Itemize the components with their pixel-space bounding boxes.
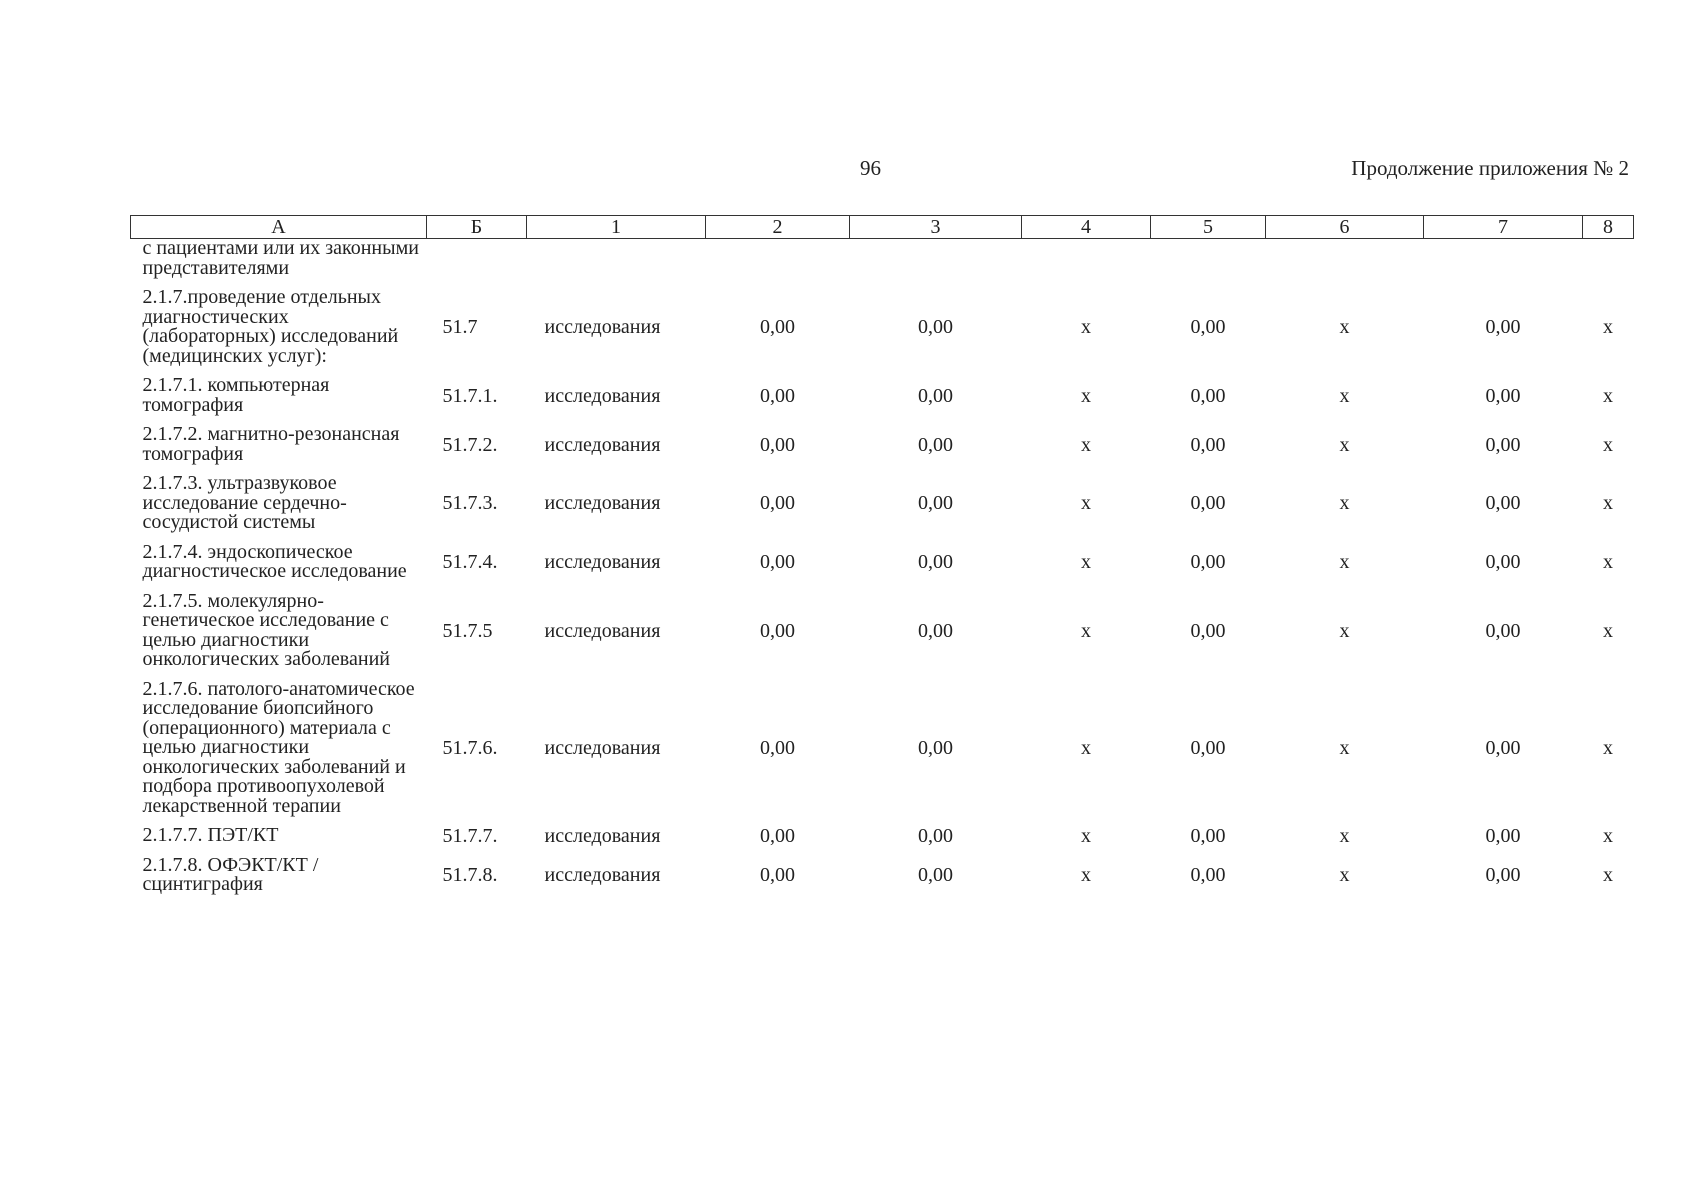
row-col6: х (1339, 492, 1350, 515)
data-table (130, 215, 1634, 900)
row-col3: 0,00 (918, 619, 953, 642)
row-unit (527, 239, 706, 284)
row-col4: х (1081, 736, 1091, 759)
table-row (131, 675, 1634, 822)
row-col7: 0,00 (1485, 824, 1521, 847)
row-col4: х (1081, 492, 1091, 515)
row-code: 51.7.7. (442, 824, 498, 847)
row-unit: исследования (544, 384, 661, 407)
table-body (131, 239, 1634, 900)
row-col3: 0,00 (918, 551, 953, 573)
column-header: 2 (706, 216, 850, 239)
row-col5: 0,00 (1190, 316, 1226, 338)
row-unit: исследования (544, 492, 661, 515)
column-header: 5 (1151, 216, 1266, 239)
row-unit: исследования (544, 619, 661, 642)
row-col2: 0,00 (760, 551, 795, 573)
row-col5: 0,00 (1190, 864, 1226, 886)
row-col8: х (1603, 864, 1613, 886)
row-col3: 0,00 (918, 736, 953, 759)
table-row (131, 371, 1634, 420)
row-name: 2.1.7.5. молекулярно-генетическое исследование с целью диагностики онкологических заболеваний (142, 589, 390, 670)
row-col2: 0,00 (760, 492, 795, 515)
row-col3: 0,00 (918, 824, 953, 847)
row-col2: 0,00 (760, 824, 795, 847)
row-col2: 0,00 (760, 864, 795, 886)
row-col6 (1266, 239, 1424, 284)
row-code: 51.7.3. (442, 492, 498, 515)
row-unit: исследования (544, 433, 661, 456)
row-col5: 0,00 (1190, 619, 1226, 642)
row-col2: 0,00 (760, 384, 795, 407)
row-col5 (1151, 239, 1266, 284)
row-name: 2.1.7.4. эндоскопическое диагностическое исследование (142, 540, 407, 582)
page-number: 96 (860, 156, 881, 180)
row-code: 51.7 (442, 316, 478, 338)
row-code: 51.7.6. (442, 736, 498, 759)
row-col7 (1424, 239, 1583, 284)
row-col8: х (1603, 551, 1613, 573)
row-col3: 0,00 (918, 384, 953, 407)
row-unit: исследования (544, 736, 661, 759)
row-col6: х (1339, 619, 1350, 642)
row-col2: 0,00 (760, 316, 795, 338)
row-name: 2.1.7.8. ОФЭКТ/КТ /сцинтиграфия (142, 853, 319, 895)
row-col8 (1583, 239, 1634, 284)
table-row (131, 821, 1634, 851)
table-header (131, 216, 1634, 239)
row-col4 (1022, 239, 1151, 284)
row-col5: 0,00 (1190, 551, 1226, 573)
row-unit: исследования (544, 316, 661, 338)
row-col7: 0,00 (1485, 384, 1521, 407)
row-col3: 0,00 (918, 864, 953, 886)
column-header: 1 (527, 216, 706, 239)
row-col8: х (1603, 736, 1613, 759)
row-col3: 0,00 (918, 316, 953, 338)
row-col5: 0,00 (1190, 433, 1226, 456)
row-col7: 0,00 (1485, 619, 1521, 642)
row-col5: 0,00 (1190, 824, 1226, 847)
row-col6: х (1339, 433, 1350, 456)
row-col2: 0,00 (760, 433, 795, 456)
row-name: 2.1.7.3. ультразвуковое исследование сердечно-сосудистой системы (142, 472, 347, 533)
row-code: 51.7.5 (442, 619, 493, 642)
row-col3 (850, 239, 1022, 284)
row-col6: х (1339, 864, 1350, 886)
column-header: 4 (1022, 216, 1151, 239)
table-row (131, 283, 1634, 371)
row-name: 2.1.7.2. магнитно-резонансная томография (142, 423, 400, 465)
row-col6: х (1339, 824, 1350, 847)
row-name: 2.1.7.проведение отдельных диагностических (лабораторных) исследований (медицинских услуг): (142, 286, 399, 367)
table-row (131, 239, 1634, 284)
table-row (131, 469, 1634, 538)
row-col5: 0,00 (1190, 384, 1226, 407)
row-name: 2.1.7.1. компьютерная томография (142, 374, 330, 416)
row-col4: х (1081, 551, 1091, 573)
row-col5: 0,00 (1190, 736, 1226, 759)
table-row (131, 420, 1634, 469)
row-col7: 0,00 (1485, 316, 1521, 338)
row-code: 51.7.8. (442, 864, 498, 886)
row-unit: исследования (544, 551, 661, 573)
row-col8: х (1603, 384, 1613, 407)
row-col6: х (1339, 736, 1350, 759)
row-col4: х (1081, 384, 1091, 407)
row-col8: х (1603, 316, 1613, 338)
row-code: 51.7.1. (442, 384, 498, 407)
row-unit: исследования (544, 824, 661, 847)
row-col8: х (1603, 824, 1613, 847)
row-unit: исследования (544, 864, 661, 886)
table-row (131, 851, 1634, 900)
row-col8: х (1603, 492, 1613, 515)
row-name: с пациентами или их законными представителями (142, 237, 419, 279)
row-code: 51.7.4. (442, 551, 498, 573)
table-row (131, 587, 1634, 675)
header-row (131, 216, 1634, 239)
table-row (131, 538, 1634, 587)
row-col7: 0,00 (1485, 864, 1521, 886)
row-col4: х (1081, 619, 1091, 642)
row-col7: 0,00 (1485, 433, 1521, 456)
row-col6: х (1339, 316, 1350, 338)
column-header: 3 (850, 216, 1022, 239)
row-code (427, 239, 527, 284)
row-col4: х (1081, 433, 1091, 456)
row-col3: 0,00 (918, 433, 953, 456)
row-col4: х (1081, 864, 1091, 886)
row-col2 (706, 239, 850, 284)
continuation-label: Продолжение приложения № 2 (1351, 156, 1629, 180)
row-col7: 0,00 (1485, 492, 1521, 515)
column-header: 8 (1583, 216, 1634, 239)
row-col3: 0,00 (918, 492, 953, 515)
row-col2: 0,00 (760, 619, 795, 642)
column-header: 7 (1424, 216, 1583, 239)
column-header: А (131, 216, 427, 239)
row-name: 2.1.7.7. ПЭТ/КТ (142, 824, 279, 846)
row-col7: 0,00 (1485, 551, 1521, 573)
row-col6: х (1339, 551, 1350, 573)
column-header: 6 (1266, 216, 1424, 239)
row-col7: 0,00 (1485, 736, 1521, 759)
row-code: 51.7.2. (442, 433, 498, 456)
row-col8: х (1603, 433, 1613, 456)
row-col2: 0,00 (760, 736, 795, 759)
row-col4: х (1081, 316, 1091, 338)
row-col8: х (1603, 619, 1613, 642)
row-col6: х (1339, 384, 1350, 407)
column-header: Б (427, 216, 527, 239)
row-col5: 0,00 (1190, 492, 1226, 515)
row-name: 2.1.7.6. патолого-анатомическое исследование биопсийного (операционного) материала с целью диагностики онкологических заболеваний и подбора противоопухолевой лекарственной терапии (142, 677, 415, 817)
row-col4: х (1081, 824, 1091, 847)
